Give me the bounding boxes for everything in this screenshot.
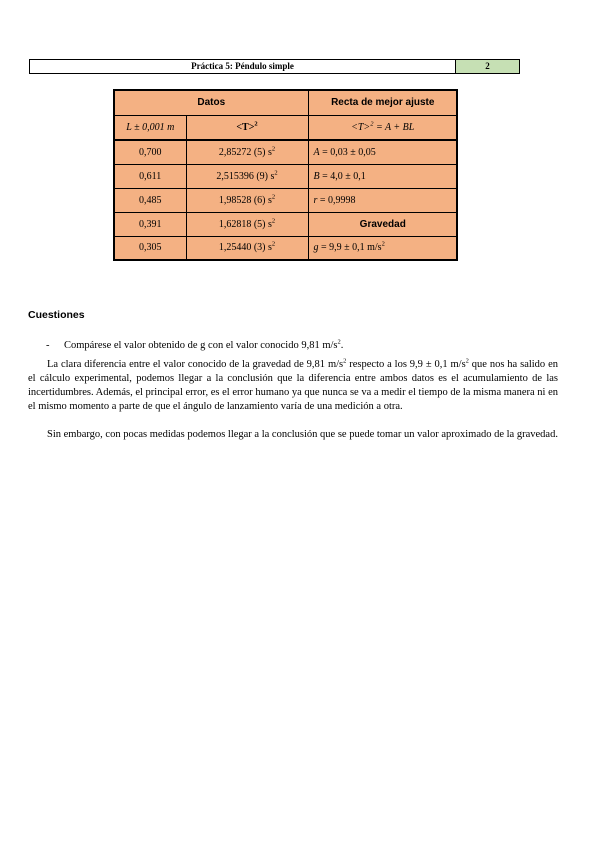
header-title: Práctica 5: Péndulo simple bbox=[30, 60, 456, 73]
length-cell: 0,700 bbox=[114, 140, 186, 164]
gravity-header: Gravedad bbox=[308, 212, 457, 236]
page-header bbox=[29, 59, 520, 74]
answer-paragraph: La clara diferencia entre el valor conocido de la gravedad de 9,81 $m/s^2$ respecto a los 9,9 ± 0,1 $m/s^2$ que nos ha salido en el cálculo experimental, podemos llegar a la conclusión que la diferencia entre ambos datos es el acumulamiento de las incertidumbres. Además, el principal error, es el error humano ya que nunca se va a medir el tiempo de la misma manera ni en el mismo momento a parte de que el ángulo de lanzamiento varía de una medición a otra. bbox=[28, 357, 558, 412]
datos-header: Datos bbox=[114, 90, 308, 115]
section-title: Cuestiones bbox=[28, 309, 85, 321]
length-cell: 0,485 bbox=[114, 188, 186, 212]
fit-header: Recta de mejor ajuste bbox=[308, 90, 457, 115]
length-cell: 0,305 bbox=[114, 236, 186, 260]
length-cell: 0,611 bbox=[114, 164, 186, 188]
fit-a-cell: A = 0,03 ± 0,05 bbox=[308, 140, 457, 164]
period-cell: 1,62818 (5) $s^2$ bbox=[186, 212, 308, 236]
bullet-dash: - bbox=[46, 340, 50, 351]
page-number: 2 bbox=[456, 60, 519, 73]
fit-b-cell: B = 4,0 ± 0,1 bbox=[308, 164, 457, 188]
period-cell: 2,515396 (9) $s^2$ bbox=[186, 164, 308, 188]
period-column-header: <T>$^2$ bbox=[186, 115, 308, 140]
conclusion-paragraph: Sin embargo, con pocas medidas podemos llegar a la conclusión que se puede tomar un valor aproximado de la gravedad. bbox=[47, 429, 558, 440]
results-table bbox=[113, 89, 458, 261]
question-item: - Compárese el valor obtenido de g con el valor conocido 9,81 $m/s^2$. bbox=[46, 338, 344, 351]
period-cell: 1,98528 (6) $s^2$ bbox=[186, 188, 308, 212]
fit-r-cell: r = 0,9998 bbox=[308, 188, 457, 212]
length-column-header: L ± 0,001 m bbox=[114, 115, 186, 140]
fit-formula: <T>$^2$ = A + BL bbox=[308, 115, 457, 140]
question-text: Compárese el valor obtenido de g con el valor conocido 9,81 m/s bbox=[64, 340, 338, 351]
period-cell: 2,85272 (5) $s^2$ bbox=[186, 140, 308, 164]
length-cell: 0,391 bbox=[114, 212, 186, 236]
gravity-value-cell: g = 9,9 ± 0,1 $m/s^2$ bbox=[308, 236, 457, 260]
period-cell: 1,25440 (3) $s^2$ bbox=[186, 236, 308, 260]
